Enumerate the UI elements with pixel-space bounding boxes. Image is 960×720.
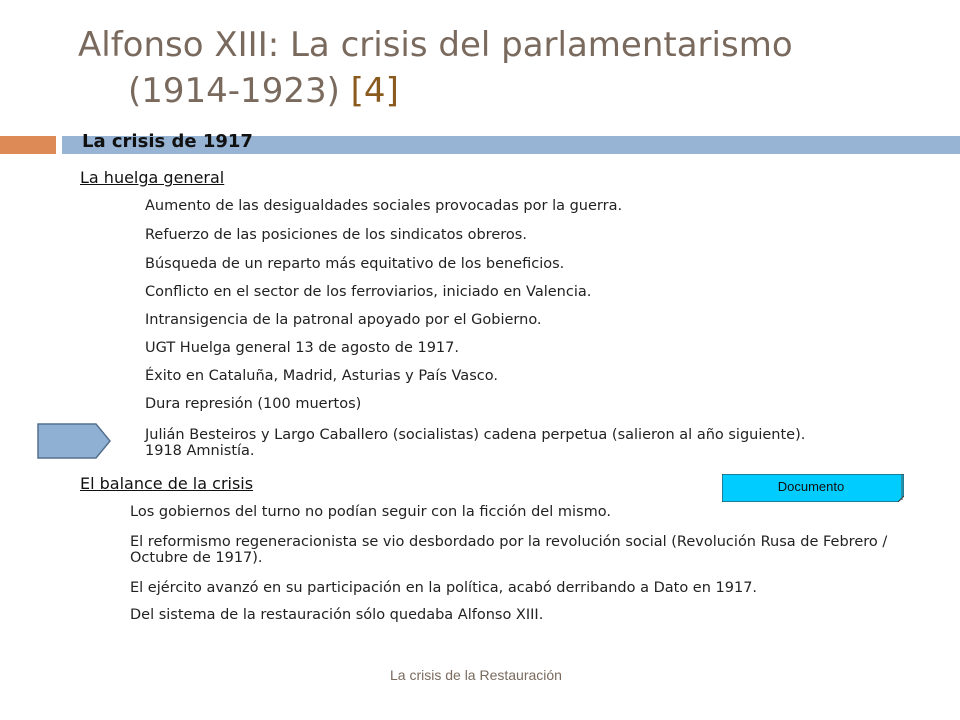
subsection-heading-huelga: La huelga general [80,168,225,187]
slide-footer: La crisis de la Restauración [390,667,562,683]
list-item: Refuerzo de las posiciones de los sindicatos obreros. [145,227,527,243]
list-item: Búsqueda de un reparto más equitativo de los beneficios. [145,256,565,272]
list-item: Los gobiernos del turno no podían seguir con la ficción del mismo. [130,504,611,520]
list-item: Del sistema de la restauración sólo quedaba Alfonso XIII. [130,607,544,623]
accent-band [0,136,56,154]
title-line2 [78,68,938,114]
title-main: Alfonso XIII: La crisis del parlamentarismo [78,25,793,65]
list-item: Éxito en Cataluña, Madrid, Asturias y País Vasco. [145,368,498,384]
list-item: El ejército avanzó en su participación en la política, acabó derribando a Dato en 1917. [130,580,758,596]
section-title: La crisis de 1917 [82,131,253,152]
list-item: Conflicto en el sector de los ferroviarios, iniciado en Valencia. [145,284,592,300]
subsection-heading-balance: El balance de la crisis [80,474,254,493]
title-number: [4] [350,71,399,111]
documento-button-label: Documento [777,479,845,494]
list-item: Intransigencia de la patronal apoyado por el Gobierno. [145,312,542,328]
list-item: Dura represión (100 muertos) [145,396,362,412]
slide-title [78,22,938,114]
list-item: UGT Huelga general 13 de agosto de 1917. [145,340,459,356]
documento-button[interactable] [722,474,904,502]
list-item: El reformismo regeneracionista se vio desbordado por la revolución social (Revolución Rusa de Febrero / Octubre de 1917). [130,534,888,566]
list-item: Aumento de las desigualdades sociales provocadas por la guerra. [145,198,623,214]
list-item: Julián Besteiros y Largo Caballero (socialistas) cadena perpetua (salieron al año siguiente). 1918 Amnistía. [145,427,806,459]
title-years: (1914-1923) [128,71,351,111]
action-arrow-icon[interactable] [36,420,148,462]
